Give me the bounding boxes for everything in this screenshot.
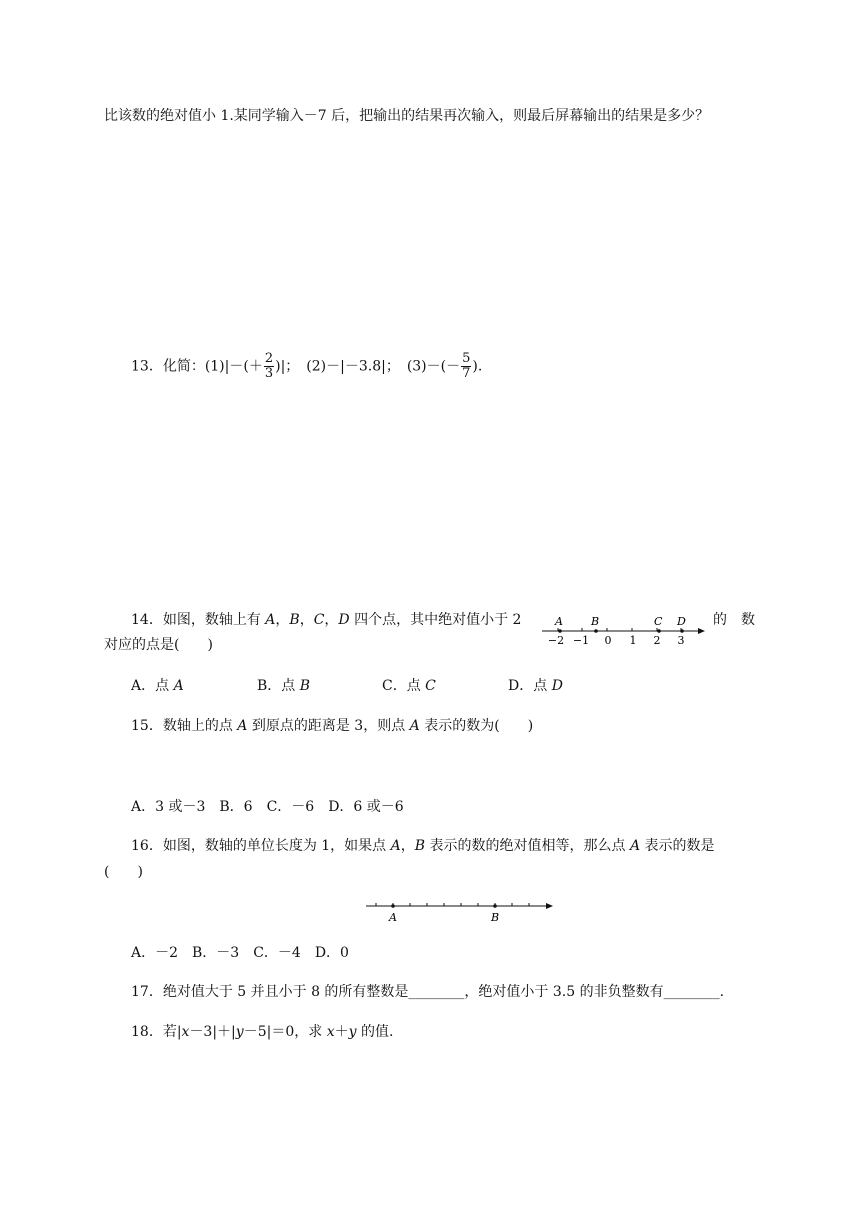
q16-number-line-figure bbox=[364, 896, 560, 928]
q14-label-d: D bbox=[677, 615, 686, 628]
q14-option-b-label: B．点 bbox=[257, 678, 300, 694]
q13-suffix: ). bbox=[472, 358, 483, 375]
q18-var-x: x bbox=[181, 1024, 190, 1040]
q16-options-text: A．－2 B．－3 C．－4 D．0 bbox=[131, 945, 349, 961]
question-16-line-1 bbox=[131, 836, 715, 856]
q14-label-b: B bbox=[591, 615, 600, 628]
q14-tick-label: −2 bbox=[547, 634, 565, 647]
q14-sep-2: ， bbox=[299, 612, 314, 628]
q13-fraction-1 bbox=[264, 352, 274, 381]
q14-option-b[interactable] bbox=[257, 676, 310, 696]
q14-option-d-var: D bbox=[551, 678, 563, 694]
q16-point-a bbox=[391, 904, 395, 908]
q14-tick-label: 2 bbox=[653, 634, 661, 647]
q14-option-d[interactable] bbox=[508, 676, 563, 696]
q15-text-c: 表示的数为( ) bbox=[419, 718, 534, 734]
q14-point-a bbox=[558, 629, 562, 633]
q14-label-a: A bbox=[555, 615, 563, 628]
q15-options bbox=[131, 797, 404, 817]
q14-point-d bbox=[680, 629, 684, 633]
q13-prefix: 13．化简：(1)|－(＋ bbox=[131, 358, 263, 375]
q13-frac2-denominator: 7 bbox=[462, 366, 471, 381]
q14-number-line-figure bbox=[540, 610, 710, 650]
q18-plus: ＋ bbox=[334, 1024, 349, 1040]
q13-frac2-numerator: 5 bbox=[462, 351, 471, 366]
q15-var-a: A bbox=[237, 718, 248, 734]
q14-var-a: A bbox=[265, 612, 276, 628]
q14-var-c: C bbox=[313, 612, 325, 628]
q15-text-a: 15．数轴上的点 bbox=[131, 718, 238, 734]
q16-line-2-text: ( ) bbox=[104, 864, 143, 880]
q14-var-b: B bbox=[289, 612, 300, 628]
q14-sep-1: ， bbox=[275, 612, 290, 628]
q13-mid: )|； (2)－|－3.8|； (3)－(－ bbox=[275, 358, 461, 375]
q14-tick-label: 3 bbox=[677, 634, 685, 647]
q15-options-text: A．3 或－3 B．6 C．－6 D．6 或－6 bbox=[131, 799, 404, 815]
q14-sep-3: ， bbox=[324, 612, 339, 628]
q16-label-b: B bbox=[490, 911, 500, 924]
q14-option-a-label: A．点 bbox=[131, 678, 174, 694]
q16-axis-arrow-icon bbox=[546, 903, 553, 909]
q16-sep: ， bbox=[400, 838, 415, 854]
q18-text-c: －5|＝0，求 bbox=[243, 1024, 327, 1040]
question-14-line-1 bbox=[131, 610, 521, 630]
q16-var-a-2: A bbox=[629, 838, 641, 854]
question-17 bbox=[131, 982, 724, 1002]
q17-text: 17．绝对值大于 5 并且小于 8 的所有整数是________，绝对值小于 3.5 的非负整数有________. bbox=[131, 984, 725, 1000]
q18-text-a: 18．若| bbox=[131, 1024, 182, 1040]
q14-line-2-text: 对应的点是( ) bbox=[104, 637, 213, 653]
q14-tail-text: 的 数 bbox=[713, 612, 755, 628]
q13-fraction-2 bbox=[461, 352, 471, 381]
q14-text-a: 14．如图，数轴上有 bbox=[131, 612, 266, 628]
q15-text-b: 到原点的距离是 3，则点 bbox=[247, 718, 410, 734]
q13-frac1-numerator: 2 bbox=[264, 351, 274, 366]
question-16-line-2 bbox=[104, 862, 143, 882]
q14-tick-label: 0 bbox=[604, 634, 612, 647]
q14-label-c: C bbox=[654, 615, 663, 628]
q14-option-c-var: C bbox=[425, 678, 436, 694]
q16-text-c: 表示的数是 bbox=[640, 838, 715, 854]
q14-option-c[interactable] bbox=[382, 676, 436, 696]
q18-var-y: y bbox=[235, 1024, 244, 1040]
question-14-line-2 bbox=[104, 635, 213, 655]
question-18 bbox=[131, 1022, 393, 1042]
question-15 bbox=[131, 716, 533, 736]
question-12-continuation bbox=[104, 106, 709, 126]
q16-var-a: A bbox=[390, 838, 401, 854]
q14-text-b: 四个点，其中绝对值小于 2 bbox=[349, 612, 522, 628]
q13-frac1-denominator: 3 bbox=[264, 366, 274, 381]
q14-option-b-var: B bbox=[299, 678, 311, 694]
q18-var-y-2: y bbox=[348, 1024, 357, 1040]
q12-text: 比该数的绝对值小 1.某同学输入－7 后，把输出的结果再次输入，则最后屏幕输出的结果是多少？ bbox=[104, 108, 710, 124]
q14-axis-arrow-icon bbox=[698, 628, 705, 634]
question-14-tail bbox=[713, 610, 755, 630]
question-13 bbox=[131, 352, 482, 381]
q14-point-b bbox=[594, 629, 598, 633]
q18-text-b: －3|＋| bbox=[189, 1024, 236, 1040]
q14-option-d-label: D．点 bbox=[508, 678, 552, 694]
q14-tick-label: −1 bbox=[572, 634, 590, 647]
q14-option-c-label: C．点 bbox=[382, 678, 426, 694]
q16-var-b: B bbox=[414, 838, 426, 854]
q16-text-b: 表示的数的绝对值相等，那么点 bbox=[425, 838, 630, 854]
q14-tick-label: 1 bbox=[629, 634, 637, 647]
q16-options bbox=[131, 943, 349, 963]
q16-point-b bbox=[493, 904, 497, 908]
q14-var-d: D bbox=[338, 612, 350, 628]
q16-text-a: 16．如图，数轴的单位长度为 1，如果点 bbox=[131, 838, 391, 854]
q18-text-d: 的值. bbox=[356, 1024, 394, 1040]
q18-var-x-2: x bbox=[326, 1024, 335, 1040]
q15-var-a-2: A bbox=[409, 718, 420, 734]
q14-option-a[interactable] bbox=[131, 676, 184, 696]
q16-label-a: A bbox=[389, 911, 397, 924]
q14-point-c bbox=[657, 629, 661, 633]
q14-option-a-var: A bbox=[173, 678, 184, 694]
